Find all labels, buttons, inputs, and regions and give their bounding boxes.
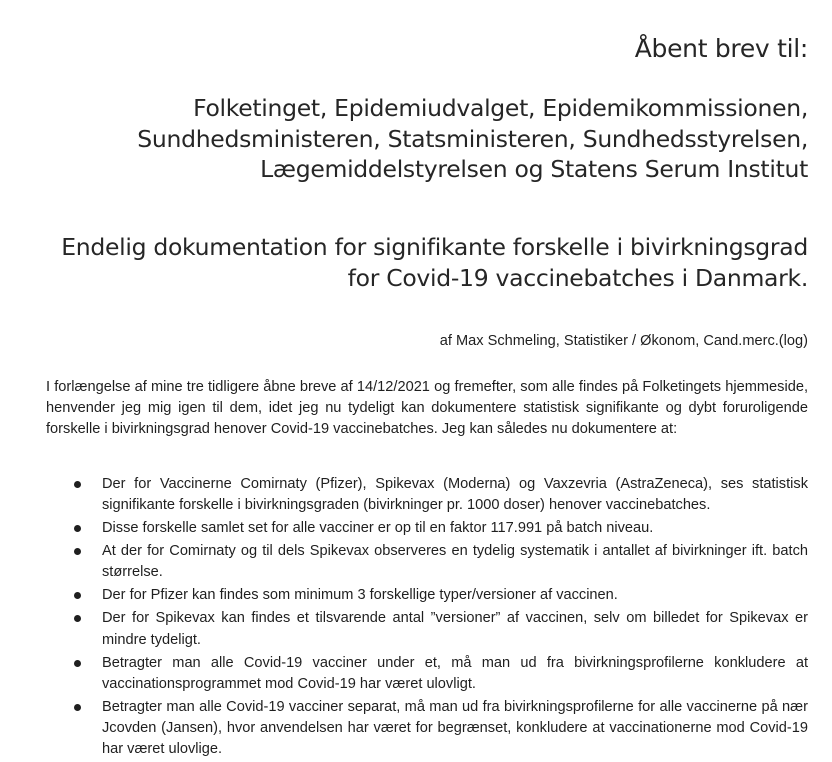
bullet-icon xyxy=(74,525,81,532)
list-item-text: At der for Comirnaty og til dels Spikevax observeres en tydelig systematik i antallet af bivirkninger ift. batch størrelse. xyxy=(102,543,808,581)
author-line: af Max Schmeling, Statistiker / Økonom, Cand.merc.(log) xyxy=(439,333,808,349)
open-letter-label: Åbent brev til: xyxy=(634,34,808,63)
bullet-icon xyxy=(74,660,81,667)
list-item xyxy=(46,697,808,761)
document-title xyxy=(61,232,808,293)
title-line: for Covid-19 vaccinebatches i Danmark. xyxy=(347,263,808,292)
findings-list xyxy=(46,474,808,762)
list-item-text: Der for Spikevax kan findes et tilsvarende antal ”versioner” af vaccinen, selv om billedet for Spikevax er mindre tydeligt. xyxy=(102,610,808,648)
list-item xyxy=(46,541,808,583)
list-item xyxy=(46,585,808,606)
recipients-line: Folketinget, Epidemiudvalget, Epidemikommissionen, xyxy=(193,94,808,122)
list-item-text: Der for Vaccinerne Comirnaty (Pfizer), Spikevax (Moderna) og Vaxzevria (AstraZeneca), ses statistisk signifikante forskelle i bivirkningsgraden (bivirkninger pr. 1000 doser) henover vaccinebatches. xyxy=(102,476,808,514)
list-item-text: Disse forskelle samlet set for alle vacciner er op til en faktor 117.991 på batch niveau. xyxy=(102,520,654,537)
bullet-icon xyxy=(74,615,81,622)
open-letter-heading xyxy=(635,32,808,66)
bullet-icon xyxy=(74,481,81,488)
list-item-text: Der for Pfizer kan findes som minimum 3 forskellige typer/versioner af vaccinen. xyxy=(102,587,618,604)
intro-paragraph: I forlængelse af mine tre tidligere åbne breve af 14/12/2021 og fremefter, som alle findes på Folketingets hjemmeside, henvender jeg mig igen til dem, idet jeg nu tydeligt kan dokumentere statistisk signifikante og dybt foruroligende forskelle i bivirkningsgrad henover Covid-19 vaccinebatches. Jeg kan således nu dokumentere at: xyxy=(46,379,808,438)
recipients-line: Lægemiddelstyrelsen og Statens Serum Institut xyxy=(260,155,808,183)
list-item xyxy=(46,608,808,650)
list-item xyxy=(46,653,808,695)
bullet-icon xyxy=(74,704,81,711)
bullet-icon xyxy=(74,548,81,555)
list-item xyxy=(46,474,808,516)
title-line: Endelig dokumentation for signifikante forskelle i bivirkningsgrad xyxy=(61,233,808,261)
bullet-icon xyxy=(74,592,81,599)
list-item-text: Betragter man alle Covid-19 vacciner separat, må man ud fra bivirkningsprofilerne for alle vaccinerne på nær Jcovden (Jansen), hvor anvendelsen har været for begrænset, konkludere at vaccinationerne mod Covid-19 har været ulovlige. xyxy=(102,698,808,758)
list-item-text: Betragter man alle Covid-19 vacciner under et, må man ud fra bivirkningsprofilerne konkludere at vaccinationsprogrammet mod Covid-19 har været ulovligt. xyxy=(102,654,808,692)
list-item xyxy=(46,518,808,539)
recipients-line: Sundhedsministeren, Statsministeren, Sundhedsstyrelsen, xyxy=(137,124,808,153)
recipients-heading xyxy=(137,93,808,185)
